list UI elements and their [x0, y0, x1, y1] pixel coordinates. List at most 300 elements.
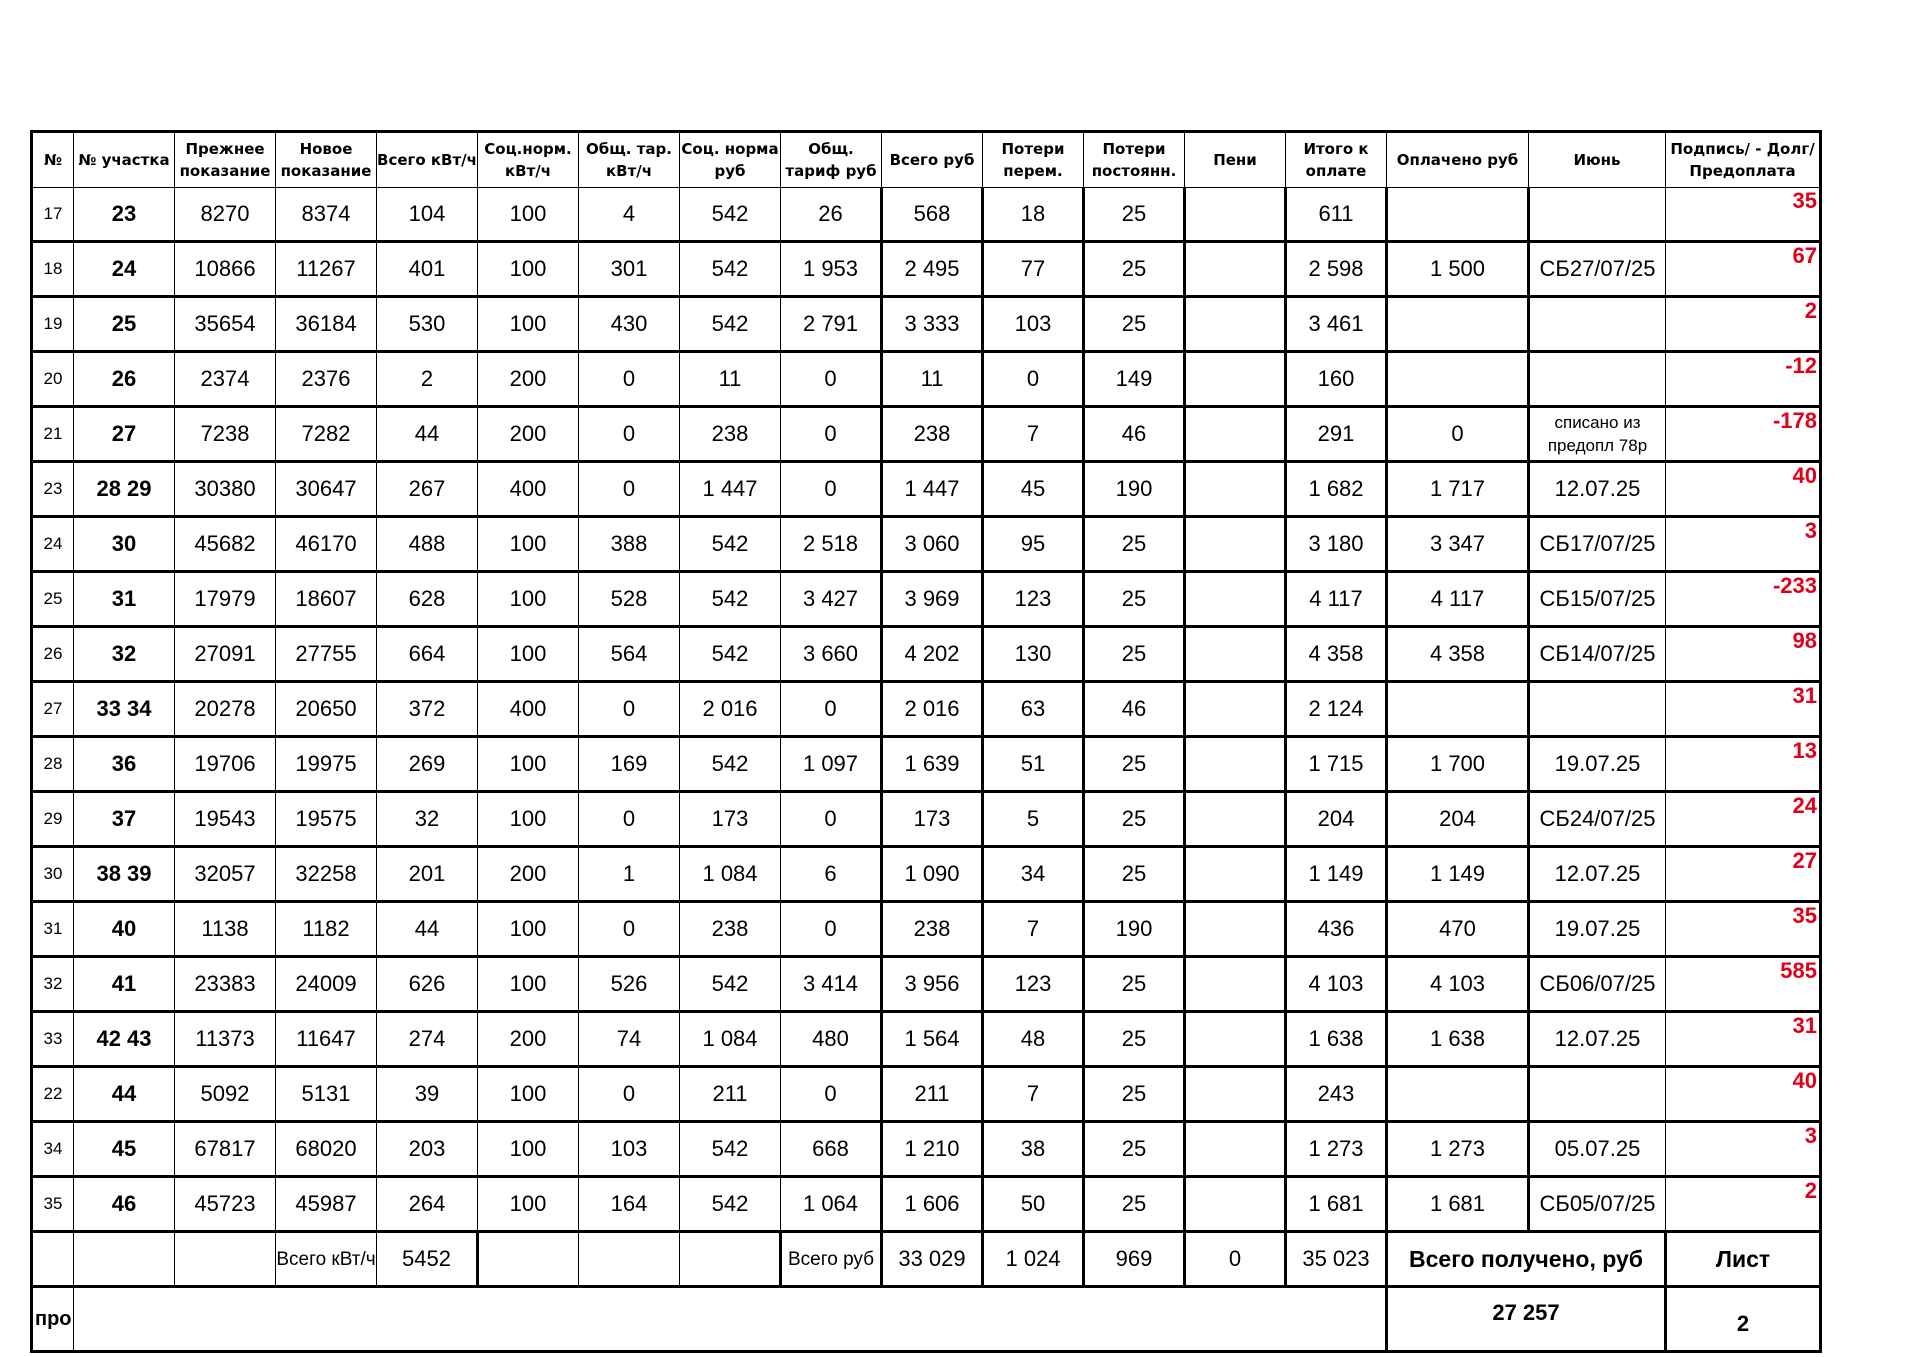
social-norm-kwh-cell: 100 — [478, 188, 579, 242]
amount-due-cell: 291 — [1286, 407, 1387, 462]
total-kwh-cell: 269 — [377, 737, 478, 792]
social-norm-rub-cell: 173 — [680, 792, 781, 847]
balance-cell: 67 — [1666, 242, 1821, 297]
header-cell: Подпись/ - Долг/Предоплата — [1666, 132, 1821, 188]
table-row — [32, 188, 1821, 242]
row-number-cell: 28 — [32, 737, 74, 792]
june-note-cell: СБ06/07/25 — [1529, 957, 1666, 1012]
june-note-cell: 19.07.25 — [1529, 737, 1666, 792]
total-rub-value: 33 029 — [882, 1232, 983, 1287]
plot-number-cell: 45 — [74, 1122, 175, 1177]
total-kwh-cell: 530 — [377, 297, 478, 352]
penalty-cell — [1185, 1122, 1286, 1177]
header-cell: Прежнее показание — [175, 132, 276, 188]
penalty-cell — [1185, 902, 1286, 957]
paid-rub-cell: 0 — [1387, 407, 1529, 462]
losses-constant-cell: 25 — [1084, 572, 1185, 627]
penalty-cell — [1185, 297, 1286, 352]
previous-reading-cell: 19543 — [175, 792, 276, 847]
plot-number-cell: 40 — [74, 902, 175, 957]
footer-row — [32, 1287, 1821, 1352]
total-losses-var: 1 024 — [983, 1232, 1084, 1287]
general-tariff-kwh-cell: 103 — [579, 1122, 680, 1177]
balance-cell: 13 — [1666, 737, 1821, 792]
total-rub-cell: 3 956 — [882, 957, 983, 1012]
amount-due-cell: 4 103 — [1286, 957, 1387, 1012]
previous-reading-cell: 19706 — [175, 737, 276, 792]
new-reading-cell: 27755 — [276, 627, 377, 682]
social-norm-rub-cell: 542 — [680, 517, 781, 572]
balance-cell: 40 — [1666, 1067, 1821, 1122]
new-reading-cell: 5131 — [276, 1067, 377, 1122]
social-norm-rub-cell: 542 — [680, 1122, 781, 1177]
losses-variable-cell: 7 — [983, 1067, 1084, 1122]
row-number-cell: 22 — [32, 1067, 74, 1122]
balance-cell: 2 — [1666, 1177, 1821, 1232]
balance-cell: 35 — [1666, 188, 1821, 242]
amount-due-cell: 611 — [1286, 188, 1387, 242]
general-tariff-rub-cell: 26 — [781, 188, 882, 242]
social-norm-kwh-cell: 100 — [478, 517, 579, 572]
plot-number-cell: 30 — [74, 517, 175, 572]
row-number-cell: 24 — [32, 517, 74, 572]
new-reading-cell: 8374 — [276, 188, 377, 242]
losses-variable-cell: 34 — [983, 847, 1084, 902]
plot-number-cell: 27 — [74, 407, 175, 462]
paid-rub-cell — [1387, 1067, 1529, 1122]
losses-variable-cell: 63 — [983, 682, 1084, 737]
balance-cell: 31 — [1666, 682, 1821, 737]
total-kwh-cell: 2 — [377, 352, 478, 407]
june-note-cell: 12.07.25 — [1529, 462, 1666, 517]
plot-number-cell: 41 — [74, 957, 175, 1012]
balance-cell: 3 — [1666, 1122, 1821, 1177]
social-norm-rub-cell: 11 — [680, 352, 781, 407]
total-rub-cell: 238 — [882, 902, 983, 957]
june-note-cell: СБ17/07/25 — [1529, 517, 1666, 572]
header-cell: Июнь — [1529, 132, 1666, 188]
amount-due-cell: 436 — [1286, 902, 1387, 957]
header-cell: № — [32, 132, 74, 188]
header-cell: Потери постоянн. — [1084, 132, 1185, 188]
penalty-cell — [1185, 242, 1286, 297]
amount-due-cell: 1 149 — [1286, 847, 1387, 902]
general-tariff-rub-cell: 0 — [781, 352, 882, 407]
june-note-cell — [1529, 1067, 1666, 1122]
previous-reading-cell: 45682 — [175, 517, 276, 572]
general-tariff-rub-cell: 1 953 — [781, 242, 882, 297]
social-norm-kwh-cell: 100 — [478, 737, 579, 792]
june-note-cell: СБ27/07/25 — [1529, 242, 1666, 297]
losses-constant-cell: 25 — [1084, 957, 1185, 1012]
row-number-cell: 30 — [32, 847, 74, 902]
losses-variable-cell: 77 — [983, 242, 1084, 297]
total-kwh-cell: 264 — [377, 1177, 478, 1232]
footer-blank — [74, 1287, 1387, 1352]
general-tariff-kwh-cell: 301 — [579, 242, 680, 297]
total-rub-cell: 4 202 — [882, 627, 983, 682]
social-norm-rub-cell: 211 — [680, 1067, 781, 1122]
previous-reading-cell: 35654 — [175, 297, 276, 352]
total-rub-cell: 568 — [882, 188, 983, 242]
amount-due-cell: 3 180 — [1286, 517, 1387, 572]
social-norm-kwh-cell: 100 — [478, 242, 579, 297]
header-cell: Всего кВт/ч — [377, 132, 478, 188]
totals-empty — [32, 1232, 74, 1287]
table-row — [32, 627, 1821, 682]
losses-variable-cell: 51 — [983, 737, 1084, 792]
balance-cell: 24 — [1666, 792, 1821, 847]
penalty-cell — [1185, 957, 1286, 1012]
losses-constant-cell: 25 — [1084, 1067, 1185, 1122]
new-reading-cell: 32258 — [276, 847, 377, 902]
losses-constant-cell: 25 — [1084, 188, 1185, 242]
total-rub-cell: 2 016 — [882, 682, 983, 737]
plot-number-cell: 23 — [74, 188, 175, 242]
total-rub-cell: 1 564 — [882, 1012, 983, 1067]
previous-reading-cell: 7238 — [175, 407, 276, 462]
total-losses-const: 969 — [1084, 1232, 1185, 1287]
table-row — [32, 902, 1821, 957]
plot-number-cell: 38 39 — [74, 847, 175, 902]
new-reading-cell: 2376 — [276, 352, 377, 407]
general-tariff-kwh-cell: 430 — [579, 297, 680, 352]
header-cell: Оплачено руб — [1387, 132, 1529, 188]
header-cell: Соц.норм. кВт/ч — [478, 132, 579, 188]
totals-empty — [175, 1232, 276, 1287]
row-number-cell: 18 — [32, 242, 74, 297]
totals-row — [32, 1232, 1821, 1287]
social-norm-rub-cell: 2 016 — [680, 682, 781, 737]
previous-reading-cell: 10866 — [175, 242, 276, 297]
general-tariff-rub-cell: 0 — [781, 407, 882, 462]
total-kwh-cell: 664 — [377, 627, 478, 682]
penalty-cell — [1185, 517, 1286, 572]
paid-rub-cell: 1 273 — [1387, 1122, 1529, 1177]
losses-variable-cell: 0 — [983, 352, 1084, 407]
penalty-cell — [1185, 847, 1286, 902]
penalty-cell — [1185, 188, 1286, 242]
social-norm-kwh-cell: 400 — [478, 682, 579, 737]
june-note-cell: СБ24/07/25 — [1529, 792, 1666, 847]
row-number-cell: 17 — [32, 188, 74, 242]
general-tariff-kwh-cell: 4 — [579, 188, 680, 242]
general-tariff-rub-cell: 2 791 — [781, 297, 882, 352]
general-tariff-kwh-cell: 0 — [579, 682, 680, 737]
penalty-cell — [1185, 572, 1286, 627]
losses-variable-cell: 50 — [983, 1177, 1084, 1232]
balance-cell: 98 — [1666, 627, 1821, 682]
table-row — [32, 1177, 1821, 1232]
paid-rub-cell: 3 347 — [1387, 517, 1529, 572]
total-rub-cell: 1 090 — [882, 847, 983, 902]
losses-constant-cell: 190 — [1084, 462, 1185, 517]
total-kwh-cell: 32 — [377, 792, 478, 847]
june-note-cell: 12.07.25 — [1529, 1012, 1666, 1067]
social-norm-rub-cell: 1 084 — [680, 847, 781, 902]
previous-reading-cell: 30380 — [175, 462, 276, 517]
social-norm-rub-cell: 542 — [680, 627, 781, 682]
paid-rub-cell: 1 500 — [1387, 242, 1529, 297]
total-rub-cell: 2 495 — [882, 242, 983, 297]
previous-reading-cell: 1138 — [175, 902, 276, 957]
electricity-billing-table — [30, 130, 1822, 1353]
paid-rub-cell: 4 358 — [1387, 627, 1529, 682]
previous-reading-cell: 2374 — [175, 352, 276, 407]
plot-number-cell: 42 43 — [74, 1012, 175, 1067]
balance-cell: 31 — [1666, 1012, 1821, 1067]
penalty-cell — [1185, 1067, 1286, 1122]
general-tariff-rub-cell: 2 518 — [781, 517, 882, 572]
general-tariff-kwh-cell: 0 — [579, 462, 680, 517]
balance-cell: 2 — [1666, 297, 1821, 352]
june-note-cell: 12.07.25 — [1529, 847, 1666, 902]
header-row — [32, 132, 1821, 188]
total-rub-cell: 1 639 — [882, 737, 983, 792]
losses-constant-cell: 149 — [1084, 352, 1185, 407]
social-norm-rub-cell: 238 — [680, 407, 781, 462]
losses-variable-cell: 103 — [983, 297, 1084, 352]
row-number-cell: 19 — [32, 297, 74, 352]
plot-number-cell: 28 29 — [74, 462, 175, 517]
amount-due-cell: 2 598 — [1286, 242, 1387, 297]
previous-reading-cell: 67817 — [175, 1122, 276, 1177]
losses-constant-cell: 25 — [1084, 1177, 1185, 1232]
new-reading-cell: 19575 — [276, 792, 377, 847]
table-row — [32, 1122, 1821, 1177]
total-rub-cell: 211 — [882, 1067, 983, 1122]
table-row — [32, 682, 1821, 737]
losses-constant-cell: 25 — [1084, 737, 1185, 792]
total-kwh-cell: 488 — [377, 517, 478, 572]
plot-number-cell: 33 34 — [74, 682, 175, 737]
previous-reading-cell: 8270 — [175, 188, 276, 242]
total-kwh-cell: 401 — [377, 242, 478, 297]
social-norm-kwh-cell: 100 — [478, 1122, 579, 1177]
table-row — [32, 242, 1821, 297]
previous-reading-cell: 27091 — [175, 627, 276, 682]
sheet-number: 2 — [1666, 1287, 1821, 1352]
june-note-cell — [1529, 682, 1666, 737]
losses-constant-cell: 25 — [1084, 517, 1185, 572]
balance-cell: 3 — [1666, 517, 1821, 572]
balance-cell: -178 — [1666, 407, 1821, 462]
row-number-cell: 26 — [32, 627, 74, 682]
losses-constant-cell: 25 — [1084, 1012, 1185, 1067]
june-note-cell — [1529, 188, 1666, 242]
total-kwh-label: Всего кВт/ч — [276, 1232, 377, 1287]
social-norm-rub-cell: 542 — [680, 297, 781, 352]
row-number-cell: 35 — [32, 1177, 74, 1232]
general-tariff-kwh-cell: 0 — [579, 1067, 680, 1122]
losses-constant-cell: 25 — [1084, 297, 1185, 352]
total-kwh-cell: 104 — [377, 188, 478, 242]
amount-due-cell: 204 — [1286, 792, 1387, 847]
received-label: Всего получено, руб — [1387, 1232, 1666, 1287]
june-note-cell: 19.07.25 — [1529, 902, 1666, 957]
social-norm-kwh-cell: 100 — [478, 627, 579, 682]
losses-constant-cell: 25 — [1084, 1122, 1185, 1177]
losses-variable-cell: 45 — [983, 462, 1084, 517]
new-reading-cell: 24009 — [276, 957, 377, 1012]
table-row — [32, 1012, 1821, 1067]
row-number-cell: 23 — [32, 462, 74, 517]
penalty-cell — [1185, 407, 1286, 462]
total-kwh-cell: 267 — [377, 462, 478, 517]
header-cell: Новое показание — [276, 132, 377, 188]
paid-rub-cell: 4 103 — [1387, 957, 1529, 1012]
paid-rub-cell: 4 117 — [1387, 572, 1529, 627]
total-kwh-cell: 274 — [377, 1012, 478, 1067]
social-norm-rub-cell: 542 — [680, 957, 781, 1012]
penalty-cell — [1185, 792, 1286, 847]
table-row — [32, 297, 1821, 352]
general-tariff-rub-cell: 0 — [781, 792, 882, 847]
losses-variable-cell: 123 — [983, 957, 1084, 1012]
paid-rub-cell — [1387, 682, 1529, 737]
general-tariff-kwh-cell: 0 — [579, 352, 680, 407]
total-due: 35 023 — [1286, 1232, 1387, 1287]
losses-constant-cell: 25 — [1084, 627, 1185, 682]
losses-constant-cell: 25 — [1084, 792, 1185, 847]
plot-number-cell: 46 — [74, 1177, 175, 1232]
total-rub-cell: 1 606 — [882, 1177, 983, 1232]
amount-due-cell: 2 124 — [1286, 682, 1387, 737]
total-rub-cell: 1 447 — [882, 462, 983, 517]
losses-variable-cell: 48 — [983, 1012, 1084, 1067]
plot-number-cell: 31 — [74, 572, 175, 627]
general-tariff-rub-cell: 3 660 — [781, 627, 882, 682]
losses-variable-cell: 7 — [983, 407, 1084, 462]
june-note-cell: СБ15/07/25 — [1529, 572, 1666, 627]
general-tariff-kwh-cell: 0 — [579, 407, 680, 462]
header-cell: № участка — [74, 132, 175, 188]
general-tariff-kwh-cell: 564 — [579, 627, 680, 682]
social-norm-kwh-cell: 100 — [478, 572, 579, 627]
previous-reading-cell: 11373 — [175, 1012, 276, 1067]
table-row — [32, 352, 1821, 407]
general-tariff-rub-cell: 3 427 — [781, 572, 882, 627]
header-cell: Общ. тариф руб — [781, 132, 882, 188]
losses-constant-cell: 190 — [1084, 902, 1185, 957]
total-kwh-cell: 626 — [377, 957, 478, 1012]
total-penalty: 0 — [1185, 1232, 1286, 1287]
losses-constant-cell: 25 — [1084, 242, 1185, 297]
general-tariff-kwh-cell: 0 — [579, 902, 680, 957]
table-row — [32, 737, 1821, 792]
social-norm-kwh-cell: 100 — [478, 792, 579, 847]
row-number-cell: 29 — [32, 792, 74, 847]
row-number-cell: 27 — [32, 682, 74, 737]
general-tariff-kwh-cell: 0 — [579, 792, 680, 847]
header-cell: Общ. тар. кВт/ч — [579, 132, 680, 188]
june-note-cell: СБ05/07/25 — [1529, 1177, 1666, 1232]
total-rub-cell: 173 — [882, 792, 983, 847]
social-norm-rub-cell: 238 — [680, 902, 781, 957]
balance-cell: -12 — [1666, 352, 1821, 407]
header-cell: Итого к оплате — [1286, 132, 1387, 188]
total-kwh-cell: 628 — [377, 572, 478, 627]
table-row — [32, 1067, 1821, 1122]
paid-rub-cell: 1 149 — [1387, 847, 1529, 902]
paid-rub-cell: 204 — [1387, 792, 1529, 847]
balance-cell: 585 — [1666, 957, 1821, 1012]
header-cell: Потери перем. — [983, 132, 1084, 188]
general-tariff-rub-cell: 6 — [781, 847, 882, 902]
social-norm-rub-cell: 1 084 — [680, 1012, 781, 1067]
social-norm-rub-cell: 542 — [680, 242, 781, 297]
total-kwh-cell: 39 — [377, 1067, 478, 1122]
row-number-cell: 31 — [32, 902, 74, 957]
losses-constant-cell: 46 — [1084, 407, 1185, 462]
paid-rub-cell: 1 638 — [1387, 1012, 1529, 1067]
amount-due-cell: 243 — [1286, 1067, 1387, 1122]
totals-empty — [680, 1232, 781, 1287]
new-reading-cell: 46170 — [276, 517, 377, 572]
paid-rub-cell: 470 — [1387, 902, 1529, 957]
social-norm-kwh-cell: 400 — [478, 462, 579, 517]
amount-due-cell: 160 — [1286, 352, 1387, 407]
sheet-label: Лист — [1666, 1232, 1821, 1287]
row-number-cell: 21 — [32, 407, 74, 462]
pro-label: про — [32, 1287, 74, 1352]
new-reading-cell: 68020 — [276, 1122, 377, 1177]
losses-variable-cell: 5 — [983, 792, 1084, 847]
social-norm-kwh-cell: 100 — [478, 902, 579, 957]
social-norm-rub-cell: 542 — [680, 737, 781, 792]
row-number-cell: 34 — [32, 1122, 74, 1177]
general-tariff-rub-cell: 668 — [781, 1122, 882, 1177]
penalty-cell — [1185, 627, 1286, 682]
amount-due-cell: 3 461 — [1286, 297, 1387, 352]
total-rub-cell: 1 210 — [882, 1122, 983, 1177]
social-norm-kwh-cell: 100 — [478, 1067, 579, 1122]
general-tariff-kwh-cell: 388 — [579, 517, 680, 572]
previous-reading-cell: 45723 — [175, 1177, 276, 1232]
penalty-cell — [1185, 352, 1286, 407]
social-norm-kwh-cell: 200 — [478, 1012, 579, 1067]
new-reading-cell: 30647 — [276, 462, 377, 517]
losses-variable-cell: 7 — [983, 902, 1084, 957]
total-rub-label: Всего руб — [781, 1232, 882, 1287]
total-rub-cell: 11 — [882, 352, 983, 407]
new-reading-cell: 20650 — [276, 682, 377, 737]
losses-variable-cell: 123 — [983, 572, 1084, 627]
row-number-cell: 33 — [32, 1012, 74, 1067]
social-norm-rub-cell: 542 — [680, 572, 781, 627]
paid-rub-cell: 1 681 — [1387, 1177, 1529, 1232]
total-kwh-cell: 203 — [377, 1122, 478, 1177]
totals-empty — [478, 1232, 579, 1287]
june-note-cell: списано из предопл 78р — [1529, 407, 1666, 462]
row-number-cell: 25 — [32, 572, 74, 627]
previous-reading-cell: 32057 — [175, 847, 276, 902]
general-tariff-rub-cell: 0 — [781, 902, 882, 957]
paid-rub-cell: 1 700 — [1387, 737, 1529, 792]
social-norm-kwh-cell: 200 — [478, 352, 579, 407]
general-tariff-rub-cell: 1 097 — [781, 737, 882, 792]
losses-variable-cell: 130 — [983, 627, 1084, 682]
total-kwh-value: 5452 — [377, 1232, 478, 1287]
general-tariff-kwh-cell: 528 — [579, 572, 680, 627]
general-tariff-kwh-cell: 169 — [579, 737, 680, 792]
table-row — [32, 957, 1821, 1012]
balance-cell: -233 — [1666, 572, 1821, 627]
new-reading-cell: 19975 — [276, 737, 377, 792]
general-tariff-rub-cell: 3 414 — [781, 957, 882, 1012]
total-kwh-cell: 372 — [377, 682, 478, 737]
plot-number-cell: 25 — [74, 297, 175, 352]
